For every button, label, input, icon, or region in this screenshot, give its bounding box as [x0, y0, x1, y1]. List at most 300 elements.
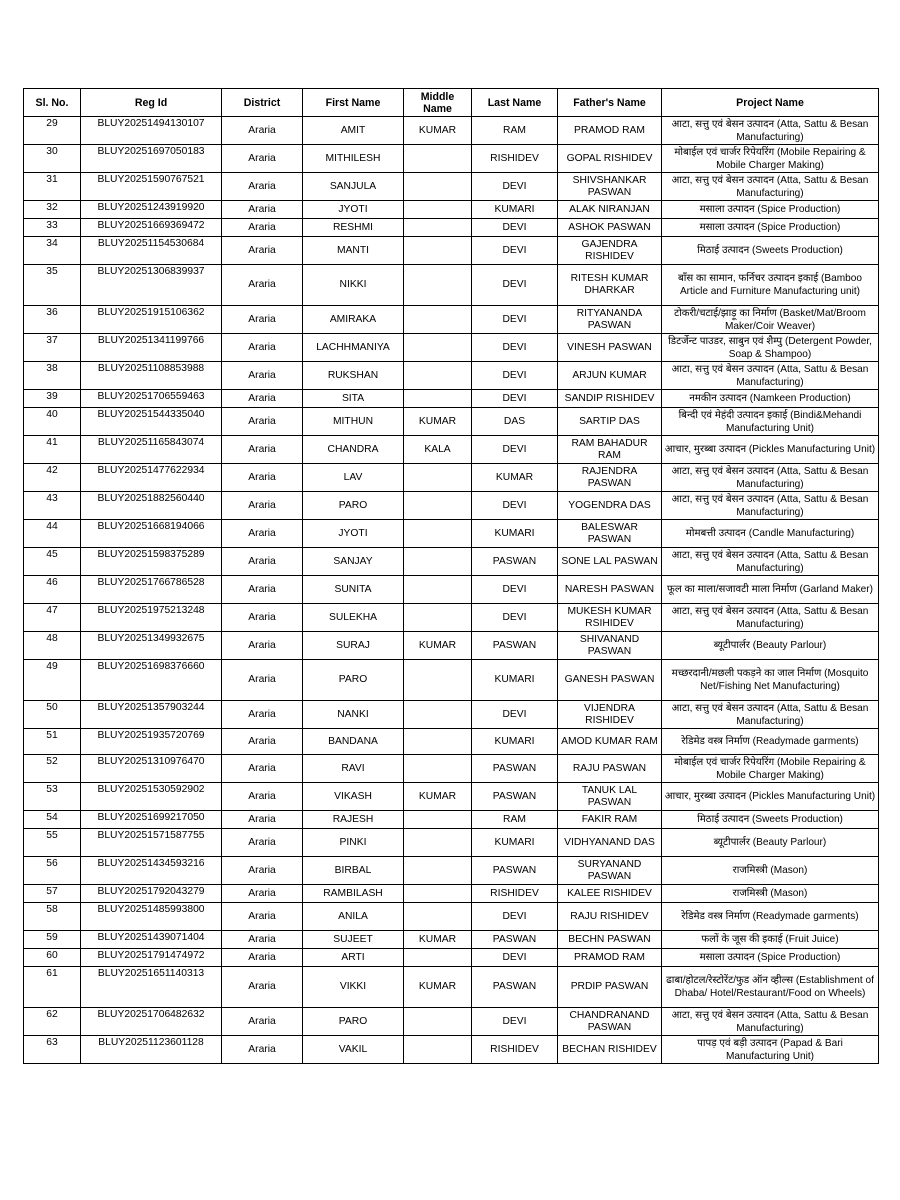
cell-middle-name	[404, 548, 472, 576]
cell-project-name: आटा, सत्तु एवं बेसन उत्पादन (Atta, Sattu & Besan Manufacturing)	[662, 117, 879, 145]
cell-last-name: RISHIDEV	[472, 145, 558, 173]
cell-last-name: RISHIDEV	[472, 1036, 558, 1064]
cell-fathers-name: MUKESH KUMAR RSIHIDEV	[558, 604, 662, 632]
cell-district: Araria	[222, 436, 303, 464]
cell-project-name: राजमिस्त्री (Mason)	[662, 857, 879, 885]
cell-last-name: DEVI	[472, 701, 558, 729]
cell-middle-name	[404, 604, 472, 632]
cell-project-name: मोबाईल एवं चार्जर रिपेयरिंग (Mobile Repairing & Mobile Charger Making)	[662, 755, 879, 783]
cell-district: Araria	[222, 334, 303, 362]
cell-district: Araria	[222, 576, 303, 604]
cell-middle-name: KALA	[404, 436, 472, 464]
cell-district: Araria	[222, 829, 303, 857]
cell-project-name: रेडिमेड वस्त्र निर्माण (Readymade garments)	[662, 903, 879, 931]
cell-first-name: SULEKHA	[303, 604, 404, 632]
cell-sl-no: 37	[24, 334, 81, 362]
cell-fathers-name: RITYANANDA PASWAN	[558, 306, 662, 334]
table-row	[24, 604, 879, 632]
cell-reg-id: BLUY20251108853988	[81, 362, 222, 390]
cell-reg-id: BLUY20251706482632	[81, 1008, 222, 1036]
cell-fathers-name: KALEE RISHIDEV	[558, 885, 662, 903]
table-row	[24, 755, 879, 783]
cell-first-name: PARO	[303, 492, 404, 520]
cell-project-name: बाँस का सामान, फर्निचर उत्पादन इकाई (Bamboo Article and Furniture Manufacturing unit)	[662, 265, 879, 306]
cell-last-name: KUMARI	[472, 829, 558, 857]
cell-district: Araria	[222, 931, 303, 949]
cell-middle-name	[404, 173, 472, 201]
cell-project-name: नमकीन उत्पादन (Namkeen Production)	[662, 390, 879, 408]
cell-fathers-name: SONE LAL PASWAN	[558, 548, 662, 576]
cell-reg-id: BLUY20251530592902	[81, 783, 222, 811]
cell-middle-name: KUMAR	[404, 632, 472, 660]
cell-fathers-name: ARJUN KUMAR	[558, 362, 662, 390]
cell-reg-id: BLUY20251706559463	[81, 390, 222, 408]
cell-reg-id: BLUY20251165843074	[81, 436, 222, 464]
cell-fathers-name: TANUK LAL PASWAN	[558, 783, 662, 811]
cell-fathers-name: ASHOK PASWAN	[558, 219, 662, 237]
cell-fathers-name: PRDIP PASWAN	[558, 967, 662, 1008]
table-row	[24, 903, 879, 931]
cell-sl-no: 55	[24, 829, 81, 857]
cell-project-name: डिटर्जेन्ट पाउडर, साबुन एवं शैम्पु (Detergent Powder, Soap & Shampoo)	[662, 334, 879, 362]
cell-district: Araria	[222, 949, 303, 967]
cell-reg-id: BLUY20251341199766	[81, 334, 222, 362]
table-row	[24, 729, 879, 755]
table-row	[24, 701, 879, 729]
cell-fathers-name: GANESH PASWAN	[558, 660, 662, 701]
cell-project-name: मसाला उत्पादन (Spice Production)	[662, 949, 879, 967]
cell-middle-name: KUMAR	[404, 931, 472, 949]
header-project-name: Project Name	[662, 89, 879, 117]
cell-last-name: DEVI	[472, 390, 558, 408]
cell-sl-no: 38	[24, 362, 81, 390]
cell-project-name: आचार, मुरब्बा उत्पादन (Pickles Manufacturing Unit)	[662, 436, 879, 464]
cell-last-name: DEVI	[472, 604, 558, 632]
cell-middle-name	[404, 237, 472, 265]
cell-sl-no: 61	[24, 967, 81, 1008]
cell-reg-id: BLUY20251434593216	[81, 857, 222, 885]
cell-project-name: ब्यूटीपार्लर (Beauty Parlour)	[662, 829, 879, 857]
cell-reg-id: BLUY20251590767521	[81, 173, 222, 201]
cell-first-name: SANJAY	[303, 548, 404, 576]
cell-district: Araria	[222, 660, 303, 701]
cell-district: Araria	[222, 1036, 303, 1064]
cell-last-name: DEVI	[472, 436, 558, 464]
cell-first-name: MITHILESH	[303, 145, 404, 173]
table-row	[24, 145, 879, 173]
cell-sl-no: 53	[24, 783, 81, 811]
cell-project-name: फूल का माला/सजावटी माला निर्माण (Garland Maker)	[662, 576, 879, 604]
cell-sl-no: 57	[24, 885, 81, 903]
cell-first-name: NIKKI	[303, 265, 404, 306]
cell-last-name: PASWAN	[472, 931, 558, 949]
cell-sl-no: 41	[24, 436, 81, 464]
cell-fathers-name: CHANDRANAND PASWAN	[558, 1008, 662, 1036]
cell-district: Araria	[222, 145, 303, 173]
table-row	[24, 173, 879, 201]
cell-middle-name: KUMAR	[404, 408, 472, 436]
cell-fathers-name: SHIVANAND PASWAN	[558, 632, 662, 660]
cell-first-name: PINKI	[303, 829, 404, 857]
cell-fathers-name: VIJENDRA RISHIDEV	[558, 701, 662, 729]
table-row	[24, 885, 879, 903]
header-middle-name: Middle Name	[404, 89, 472, 117]
cell-project-name: रेडिमेड वस्त्र निर्माण (Readymade garments)	[662, 729, 879, 755]
cell-first-name: JYOTI	[303, 201, 404, 219]
cell-sl-no: 29	[24, 117, 81, 145]
cell-last-name: KUMARI	[472, 660, 558, 701]
cell-sl-no: 63	[24, 1036, 81, 1064]
cell-fathers-name: FAKIR RAM	[558, 811, 662, 829]
cell-sl-no: 31	[24, 173, 81, 201]
cell-fathers-name: GOPAL RISHIDEV	[558, 145, 662, 173]
cell-fathers-name: RAJENDRA PASWAN	[558, 464, 662, 492]
cell-fathers-name: SURYANAND PASWAN	[558, 857, 662, 885]
cell-last-name: KUMARI	[472, 729, 558, 755]
cell-district: Araria	[222, 362, 303, 390]
cell-last-name: DEVI	[472, 903, 558, 931]
cell-fathers-name: PRAMOD RAM	[558, 117, 662, 145]
cell-middle-name	[404, 362, 472, 390]
table-row	[24, 783, 879, 811]
cell-reg-id: BLUY20251698376660	[81, 660, 222, 701]
cell-district: Araria	[222, 408, 303, 436]
cell-district: Araria	[222, 729, 303, 755]
cell-sl-no: 60	[24, 949, 81, 967]
cell-reg-id: BLUY20251766786528	[81, 576, 222, 604]
cell-sl-no: 45	[24, 548, 81, 576]
cell-middle-name	[404, 145, 472, 173]
cell-first-name: SUNITA	[303, 576, 404, 604]
cell-middle-name	[404, 1036, 472, 1064]
table-row	[24, 265, 879, 306]
cell-project-name: मसाला उत्पादन (Spice Production)	[662, 219, 879, 237]
cell-middle-name	[404, 520, 472, 548]
cell-reg-id: BLUY20251485993800	[81, 903, 222, 931]
cell-last-name: PASWAN	[472, 857, 558, 885]
cell-sl-no: 51	[24, 729, 81, 755]
cell-fathers-name: BALESWAR PASWAN	[558, 520, 662, 548]
table-row	[24, 492, 879, 520]
cell-project-name: पापड़ एवं बड़ी उत्पादन (Papad & Bari Manufacturing Unit)	[662, 1036, 879, 1064]
table-row	[24, 576, 879, 604]
table-row	[24, 201, 879, 219]
cell-last-name: PASWAN	[472, 783, 558, 811]
cell-first-name: LAV	[303, 464, 404, 492]
cell-reg-id: BLUY20251571587755	[81, 829, 222, 857]
cell-sl-no: 47	[24, 604, 81, 632]
cell-district: Araria	[222, 306, 303, 334]
cell-sl-no: 49	[24, 660, 81, 701]
cell-district: Araria	[222, 783, 303, 811]
cell-reg-id: BLUY20251494130107	[81, 117, 222, 145]
cell-fathers-name: VINESH PASWAN	[558, 334, 662, 362]
cell-fathers-name: RAM BAHADUR RAM	[558, 436, 662, 464]
cell-first-name: NANKI	[303, 701, 404, 729]
cell-district: Araria	[222, 237, 303, 265]
cell-sl-no: 33	[24, 219, 81, 237]
table-row	[24, 436, 879, 464]
cell-project-name: मिठाई उत्पादन (Sweets Production)	[662, 237, 879, 265]
cell-first-name: VIKKI	[303, 967, 404, 1008]
cell-first-name: RAVI	[303, 755, 404, 783]
table-row	[24, 931, 879, 949]
cell-first-name: SURAJ	[303, 632, 404, 660]
cell-project-name: ब्यूटीपार्लर (Beauty Parlour)	[662, 632, 879, 660]
cell-district: Araria	[222, 201, 303, 219]
cell-first-name: SANJULA	[303, 173, 404, 201]
table-row	[24, 857, 879, 885]
cell-reg-id: BLUY20251915106362	[81, 306, 222, 334]
cell-project-name: आटा, सत्तु एवं बेसन उत्पादन (Atta, Sattu & Besan Manufacturing)	[662, 548, 879, 576]
cell-project-name: आचार, मुरब्बा उत्पादन (Pickles Manufacturing Unit)	[662, 783, 879, 811]
cell-last-name: KUMARI	[472, 201, 558, 219]
cell-first-name: RAJESH	[303, 811, 404, 829]
cell-last-name: KUMAR	[472, 464, 558, 492]
cell-middle-name	[404, 219, 472, 237]
cell-project-name: आटा, सत्तु एवं बेसन उत्पादन (Atta, Sattu & Besan Manufacturing)	[662, 604, 879, 632]
cell-district: Araria	[222, 967, 303, 1008]
cell-first-name: ARTI	[303, 949, 404, 967]
cell-reg-id: BLUY20251791474972	[81, 949, 222, 967]
cell-last-name: DEVI	[472, 1008, 558, 1036]
cell-sl-no: 56	[24, 857, 81, 885]
cell-reg-id: BLUY20251439071404	[81, 931, 222, 949]
cell-district: Araria	[222, 117, 303, 145]
cell-first-name: RUKSHAN	[303, 362, 404, 390]
cell-last-name: DEVI	[472, 334, 558, 362]
header-reg-id: Reg Id	[81, 89, 222, 117]
table-row	[24, 306, 879, 334]
cell-last-name: RAM	[472, 811, 558, 829]
cell-sl-no: 36	[24, 306, 81, 334]
table-row	[24, 548, 879, 576]
cell-reg-id: BLUY20251935720769	[81, 729, 222, 755]
cell-district: Araria	[222, 811, 303, 829]
cell-fathers-name: SANDIP RISHIDEV	[558, 390, 662, 408]
cell-last-name: PASWAN	[472, 755, 558, 783]
cell-middle-name	[404, 660, 472, 701]
table-row	[24, 390, 879, 408]
cell-last-name: PASWAN	[472, 632, 558, 660]
cell-district: Araria	[222, 219, 303, 237]
cell-first-name: SITA	[303, 390, 404, 408]
cell-reg-id: BLUY20251349932675	[81, 632, 222, 660]
table-row	[24, 967, 879, 1008]
cell-reg-id: BLUY20251154530684	[81, 237, 222, 265]
cell-first-name: RAMBILASH	[303, 885, 404, 903]
cell-district: Araria	[222, 755, 303, 783]
cell-fathers-name: BECHN PASWAN	[558, 931, 662, 949]
cell-project-name: आटा, सत्तु एवं बेसन उत्पादन (Atta, Sattu & Besan Manufacturing)	[662, 492, 879, 520]
cell-reg-id: BLUY20251357903244	[81, 701, 222, 729]
cell-sl-no: 43	[24, 492, 81, 520]
table-row	[24, 829, 879, 857]
cell-first-name: AMIT	[303, 117, 404, 145]
cell-reg-id: BLUY20251699217050	[81, 811, 222, 829]
cell-project-name: ढाबा/होटल/रेस्टोरेंट/फुड ऑन व्हील्स (Establishment of Dhaba/ Hotel/Restaurant/Food on Wheels)	[662, 967, 879, 1008]
cell-first-name: MANTI	[303, 237, 404, 265]
cell-reg-id: BLUY20251477622934	[81, 464, 222, 492]
cell-sl-no: 62	[24, 1008, 81, 1036]
cell-reg-id: BLUY20251697050183	[81, 145, 222, 173]
cell-sl-no: 54	[24, 811, 81, 829]
cell-first-name: PARO	[303, 660, 404, 701]
cell-first-name: ANILA	[303, 903, 404, 931]
cell-middle-name	[404, 492, 472, 520]
cell-reg-id: BLUY20251882560440	[81, 492, 222, 520]
cell-reg-id: BLUY20251310976470	[81, 755, 222, 783]
cell-sl-no: 35	[24, 265, 81, 306]
cell-last-name: PASWAN	[472, 967, 558, 1008]
cell-first-name: CHANDRA	[303, 436, 404, 464]
cell-fathers-name: SHIVSHANKAR PASWAN	[558, 173, 662, 201]
cell-first-name: LACHHMANIYA	[303, 334, 404, 362]
cell-first-name: BIRBAL	[303, 857, 404, 885]
cell-middle-name	[404, 811, 472, 829]
table-row	[24, 219, 879, 237]
cell-last-name: RAM	[472, 117, 558, 145]
cell-sl-no: 39	[24, 390, 81, 408]
cell-middle-name: KUMAR	[404, 783, 472, 811]
cell-reg-id: BLUY20251651140313	[81, 967, 222, 1008]
cell-middle-name	[404, 201, 472, 219]
cell-reg-id: BLUY20251598375289	[81, 548, 222, 576]
cell-middle-name	[404, 857, 472, 885]
table-row	[24, 334, 879, 362]
cell-project-name: मसाला उत्पादन (Spice Production)	[662, 201, 879, 219]
cell-project-name: आटा, सत्तु एवं बेसन उत्पादन (Atta, Sattu & Besan Manufacturing)	[662, 173, 879, 201]
cell-sl-no: 44	[24, 520, 81, 548]
beneficiary-table	[23, 88, 879, 1064]
header-first-name: First Name	[303, 89, 404, 117]
table-row	[24, 660, 879, 701]
cell-fathers-name: SARTIP DAS	[558, 408, 662, 436]
table-row	[24, 362, 879, 390]
cell-fathers-name: AMOD KUMAR RAM	[558, 729, 662, 755]
cell-sl-no: 59	[24, 931, 81, 949]
cell-last-name: DAS	[472, 408, 558, 436]
cell-last-name: DEVI	[472, 306, 558, 334]
cell-last-name: KUMARI	[472, 520, 558, 548]
cell-middle-name	[404, 265, 472, 306]
cell-first-name: MITHUN	[303, 408, 404, 436]
cell-project-name: टोकरी/चटाई/झाड़ू का निर्माण (Basket/Mat/Broom Maker/Coir Weaver)	[662, 306, 879, 334]
cell-sl-no: 50	[24, 701, 81, 729]
table-header-row	[24, 89, 879, 117]
cell-district: Araria	[222, 604, 303, 632]
cell-reg-id: BLUY20251544335040	[81, 408, 222, 436]
cell-project-name: मोबाईल एवं चार्जर रिपेयरिंग (Mobile Repairing & Mobile Charger Making)	[662, 145, 879, 173]
cell-middle-name: KUMAR	[404, 967, 472, 1008]
cell-reg-id: BLUY20251668194066	[81, 520, 222, 548]
cell-fathers-name: RITESH KUMAR DHARKAR	[558, 265, 662, 306]
header-fathers-name: Father's Name	[558, 89, 662, 117]
cell-sl-no: 48	[24, 632, 81, 660]
cell-district: Araria	[222, 857, 303, 885]
cell-fathers-name: PRAMOD RAM	[558, 949, 662, 967]
cell-middle-name	[404, 576, 472, 604]
table-row	[24, 408, 879, 436]
cell-project-name: बिन्दी एवं मेहंदी उत्पादन इकाई (Bindi&Mehandi Manufacturing Unit)	[662, 408, 879, 436]
table-row	[24, 1036, 879, 1064]
cell-fathers-name: NARESH PASWAN	[558, 576, 662, 604]
cell-fathers-name: RAJU RISHIDEV	[558, 903, 662, 931]
cell-middle-name	[404, 701, 472, 729]
cell-reg-id: BLUY20251243919920	[81, 201, 222, 219]
cell-district: Araria	[222, 173, 303, 201]
cell-reg-id: BLUY20251306839937	[81, 265, 222, 306]
cell-last-name: DEVI	[472, 265, 558, 306]
cell-middle-name	[404, 903, 472, 931]
cell-middle-name	[404, 949, 472, 967]
cell-first-name: VIKASH	[303, 783, 404, 811]
cell-first-name: PARO	[303, 1008, 404, 1036]
table-row	[24, 520, 879, 548]
cell-sl-no: 52	[24, 755, 81, 783]
cell-last-name: DEVI	[472, 219, 558, 237]
cell-reg-id: BLUY20251123601128	[81, 1036, 222, 1064]
cell-project-name: राजमिस्त्री (Mason)	[662, 885, 879, 903]
cell-district: Araria	[222, 1008, 303, 1036]
cell-reg-id: BLUY20251975213248	[81, 604, 222, 632]
cell-sl-no: 46	[24, 576, 81, 604]
cell-middle-name	[404, 829, 472, 857]
header-sl-no: Sl. No.	[24, 89, 81, 117]
cell-fathers-name: GAJENDRA RISHIDEV	[558, 237, 662, 265]
cell-sl-no: 40	[24, 408, 81, 436]
beneficiary-list	[23, 88, 879, 1064]
cell-project-name: आटा, सत्तु एवं बेसन उत्पादन (Atta, Sattu & Besan Manufacturing)	[662, 1008, 879, 1036]
cell-sl-no: 58	[24, 903, 81, 931]
cell-last-name: DEVI	[472, 173, 558, 201]
cell-first-name: AMIRAKA	[303, 306, 404, 334]
cell-reg-id: BLUY20251792043279	[81, 885, 222, 903]
cell-sl-no: 32	[24, 201, 81, 219]
cell-district: Araria	[222, 265, 303, 306]
table-row	[24, 811, 879, 829]
table-row	[24, 464, 879, 492]
cell-fathers-name: YOGENDRA DAS	[558, 492, 662, 520]
cell-district: Araria	[222, 492, 303, 520]
cell-first-name: JYOTI	[303, 520, 404, 548]
cell-first-name: SUJEET	[303, 931, 404, 949]
cell-district: Araria	[222, 701, 303, 729]
table-row	[24, 949, 879, 967]
cell-fathers-name: BECHAN RISHIDEV	[558, 1036, 662, 1064]
table-row	[24, 117, 879, 145]
table-row	[24, 237, 879, 265]
cell-middle-name	[404, 334, 472, 362]
cell-last-name: PASWAN	[472, 548, 558, 576]
cell-last-name: DEVI	[472, 492, 558, 520]
cell-first-name: BANDANA	[303, 729, 404, 755]
cell-district: Araria	[222, 464, 303, 492]
cell-middle-name	[404, 306, 472, 334]
cell-middle-name	[404, 390, 472, 408]
cell-district: Araria	[222, 548, 303, 576]
cell-district: Araria	[222, 903, 303, 931]
cell-district: Araria	[222, 632, 303, 660]
cell-district: Araria	[222, 390, 303, 408]
cell-project-name: मच्छरदानी/मछली पकड़ने का जाल निर्माण (Mosquito Net/Fishing Net Manufacturing)	[662, 660, 879, 701]
cell-sl-no: 42	[24, 464, 81, 492]
cell-district: Araria	[222, 885, 303, 903]
table-row	[24, 632, 879, 660]
cell-middle-name	[404, 755, 472, 783]
cell-last-name: DEVI	[472, 576, 558, 604]
cell-sl-no: 30	[24, 145, 81, 173]
